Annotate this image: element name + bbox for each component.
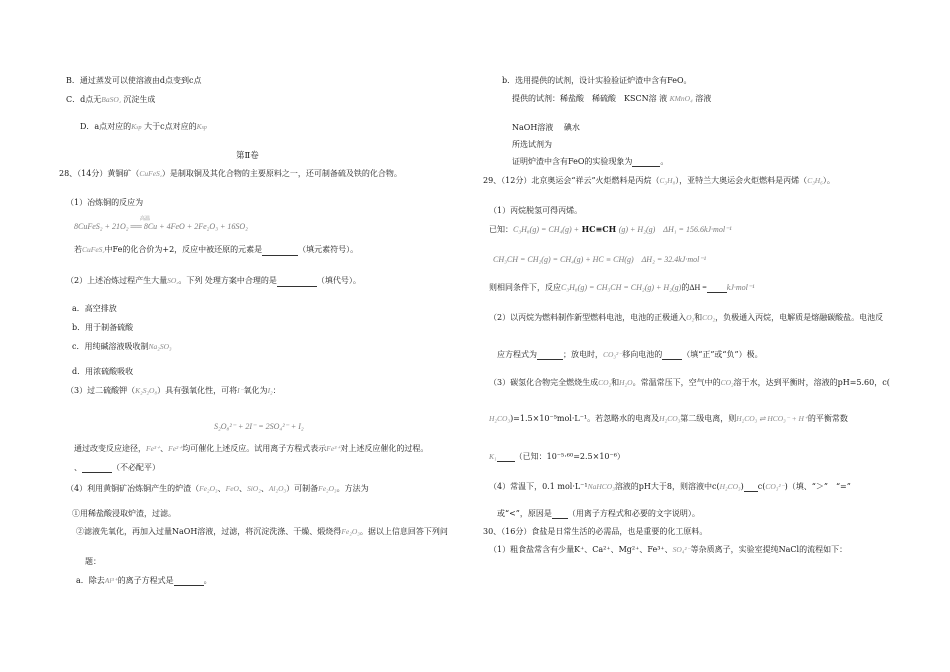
- option-d: D．a点对应的Ksp 大于c点对应的Ksp: [80, 122, 207, 131]
- q29-part4-cont: 或“<”，原因是 （用离子方程式和必要的文字说明）。: [497, 509, 700, 518]
- chosen-reagents: 所选试剂为: [512, 140, 552, 149]
- answer-blank[interactable]: [632, 158, 660, 167]
- q29-part2-cont: 应方程式为 ；放电时，CO₃²⁻移向电池的 （填“正”或“负”）极。: [497, 350, 763, 359]
- q29-part3-k1: K₁ （已知：10⁻⁵·⁶⁰=2.5×10⁻⁶）: [489, 452, 625, 461]
- answer-blank[interactable]: [707, 284, 727, 293]
- q28-part1-question: 若CuFeS₂中Fe的化合价为+2，反应中被还原的元素是 （填元素符号）。: [74, 245, 359, 254]
- q28-part3-question: 通过改变反应途径，Fe³⁺、Fe²⁺均可催化上述反应。试用离子方程式表示Fe³⁺对上述反应催化的过程。: [74, 444, 429, 453]
- option-c2: c．用纯碱溶液吸收制Na₂SO₃: [72, 342, 172, 351]
- q28-equation-2: S₂O₈²⁻ + 2I⁻ = 2SO₄²⁻ + I₂: [214, 422, 304, 431]
- phenomenon-question: 证明炉渣中含有FeO的实验现象为 。: [512, 157, 669, 166]
- answer-blank[interactable]: [262, 247, 298, 256]
- option-c: C．d点无BaSO₄ 沉淀生成: [66, 95, 156, 104]
- answer-blank[interactable]: [277, 278, 317, 287]
- q28-part2: （2）上述冶炼过程产生大量SO₂。下列 处理方案中合理的是 （填代号）。: [66, 276, 361, 285]
- q28-part3: （3）过二硫酸钾（K₂S₂O₈）具有强氧化性，可将I⁻氧化为I₂：: [66, 386, 281, 395]
- q29-part3-cont: H₂CO₃)=1.5×10⁻⁵mol·L⁻¹。若忽略水的电离及H₂CO₃第二级电离，则H₂CO₃ ⇌ HCO₃⁻ + H⁺的平衡常数: [489, 414, 848, 423]
- reagents-list-2: NaOH溶液 碘水: [512, 123, 580, 132]
- option-a: a．高空排放: [72, 304, 117, 313]
- q30-part1: （1）粗食盐常含有少量K⁺、Ca²⁺、Mg²⁺、Fe³⁺、SO₄²⁻等杂质离子，实验室提纯NaCl的流程如下：: [489, 545, 848, 554]
- q28-subquestion-b: b．选用提供的试剂，设计实验验证炉渣中含有FeO。: [502, 76, 692, 85]
- q28-part3-answer: 、 （不必配平）: [74, 463, 160, 472]
- option-b: B．通过蒸发可以使溶液由d点变到c点: [66, 76, 202, 85]
- q29-known-eq1: 已知：C₃H₈(g) = CH₄(g) + HC≡CH (g) + H₂(g) ΔH₁ = 156.6kJ·mol⁻¹: [489, 224, 732, 234]
- question-29-stem: 29、（12分）北京奥运会“祥云”火炬燃料是丙烷（C₃H₈），亚特兰大奥运会火炬燃料是丙烯（C₃H₆）。: [483, 176, 835, 185]
- option-d2: d．用浓硫酸吸收: [72, 367, 134, 376]
- q29-part1: （1）丙烷脱氢可得丙烯。: [489, 206, 583, 215]
- question-28-stem: 28、（14分）黄铜矿（CuFeS₂）是制取铜及其化合物的主要原料之一，还可制备硫及铁的化合物。: [59, 169, 402, 178]
- q28-step2: ②滤液先氧化，再加入过量NaOH溶液，过滤，将沉淀洗涤、干燥、煅烧得Fe₂O₃。据以上信息回答下列问: [76, 527, 448, 536]
- question-30-stem: 30、（16分）食盐是日常生活的必需品，也是重要的化工原料。: [483, 527, 708, 536]
- q29-known-eq2: CH₃CH = CH₂(g) = CH₄(g) + HC ≡ CH(g) ΔH₂ = 32.4kJ·mol⁻¹: [493, 255, 706, 264]
- q29-part3: （3）碳氢化合物完全燃烧生成CO₂和H₂O。常温常压下，空气中的CO₂溶于水，达到平衡时，溶液的pH=5.60，c(: [489, 378, 890, 387]
- q28-step3: 题：: [85, 557, 101, 566]
- right-column: [475, 0, 950, 672]
- answer-blank[interactable]: [552, 510, 568, 519]
- section-title: 第Ⅱ卷: [236, 151, 259, 161]
- answer-blank[interactable]: [662, 351, 682, 360]
- q28-subquestion-a: a．除去Al³⁺的离子方程式是 。: [76, 576, 212, 585]
- q28-part4: （4）利用黄铜矿冶炼铜产生的炉渣（Fe₂O₃、FeO、SiO₂、Al₂O₃）可制备Fe₂O₃。方法为: [66, 484, 369, 493]
- q29-part4: （4）常温下，0.1 mol·L⁻¹NaHCO₃溶液的pH大于8，则溶液中c(H₂CO₃) c(CO₃²⁻)（填、“＞” “=”: [489, 482, 851, 491]
- q28-step1: ①用稀盐酸浸取炉渣，过滤。: [72, 509, 176, 518]
- option-b2: b．用于制备硫酸: [72, 323, 134, 332]
- answer-blank[interactable]: [537, 351, 563, 360]
- answer-blank[interactable]: [497, 453, 515, 462]
- q29-part1-question: 则相同条件下，反应C₃H₈(g) = CH₃CH = CH₂(g) + H₂(g)的ΔH = kJ·mol⁻¹: [489, 283, 755, 292]
- q29-part2: （2）以丙烷为燃料制作新型燃料电池，电池的正极通入O₂和CO₂，负极通入丙烷，电解质是熔融碳酸盐。电池反: [489, 313, 884, 322]
- answer-blank[interactable]: [744, 483, 758, 492]
- answer-blank[interactable]: [82, 464, 112, 473]
- reagents-list: 提供的试剂：稀盐酸 稀硫酸 KSCN溶 液 KMnO₄ 溶液: [512, 94, 712, 103]
- answer-blank[interactable]: [174, 577, 204, 586]
- q28-part1: （1）冶炼铜的反应为: [66, 198, 144, 207]
- q28-equation-1: 高温 8CuFeS₂ + 21O₂ ══ 8Cu + 4FeO + 2Fe₂O₃ + 16SO₂: [74, 216, 248, 231]
